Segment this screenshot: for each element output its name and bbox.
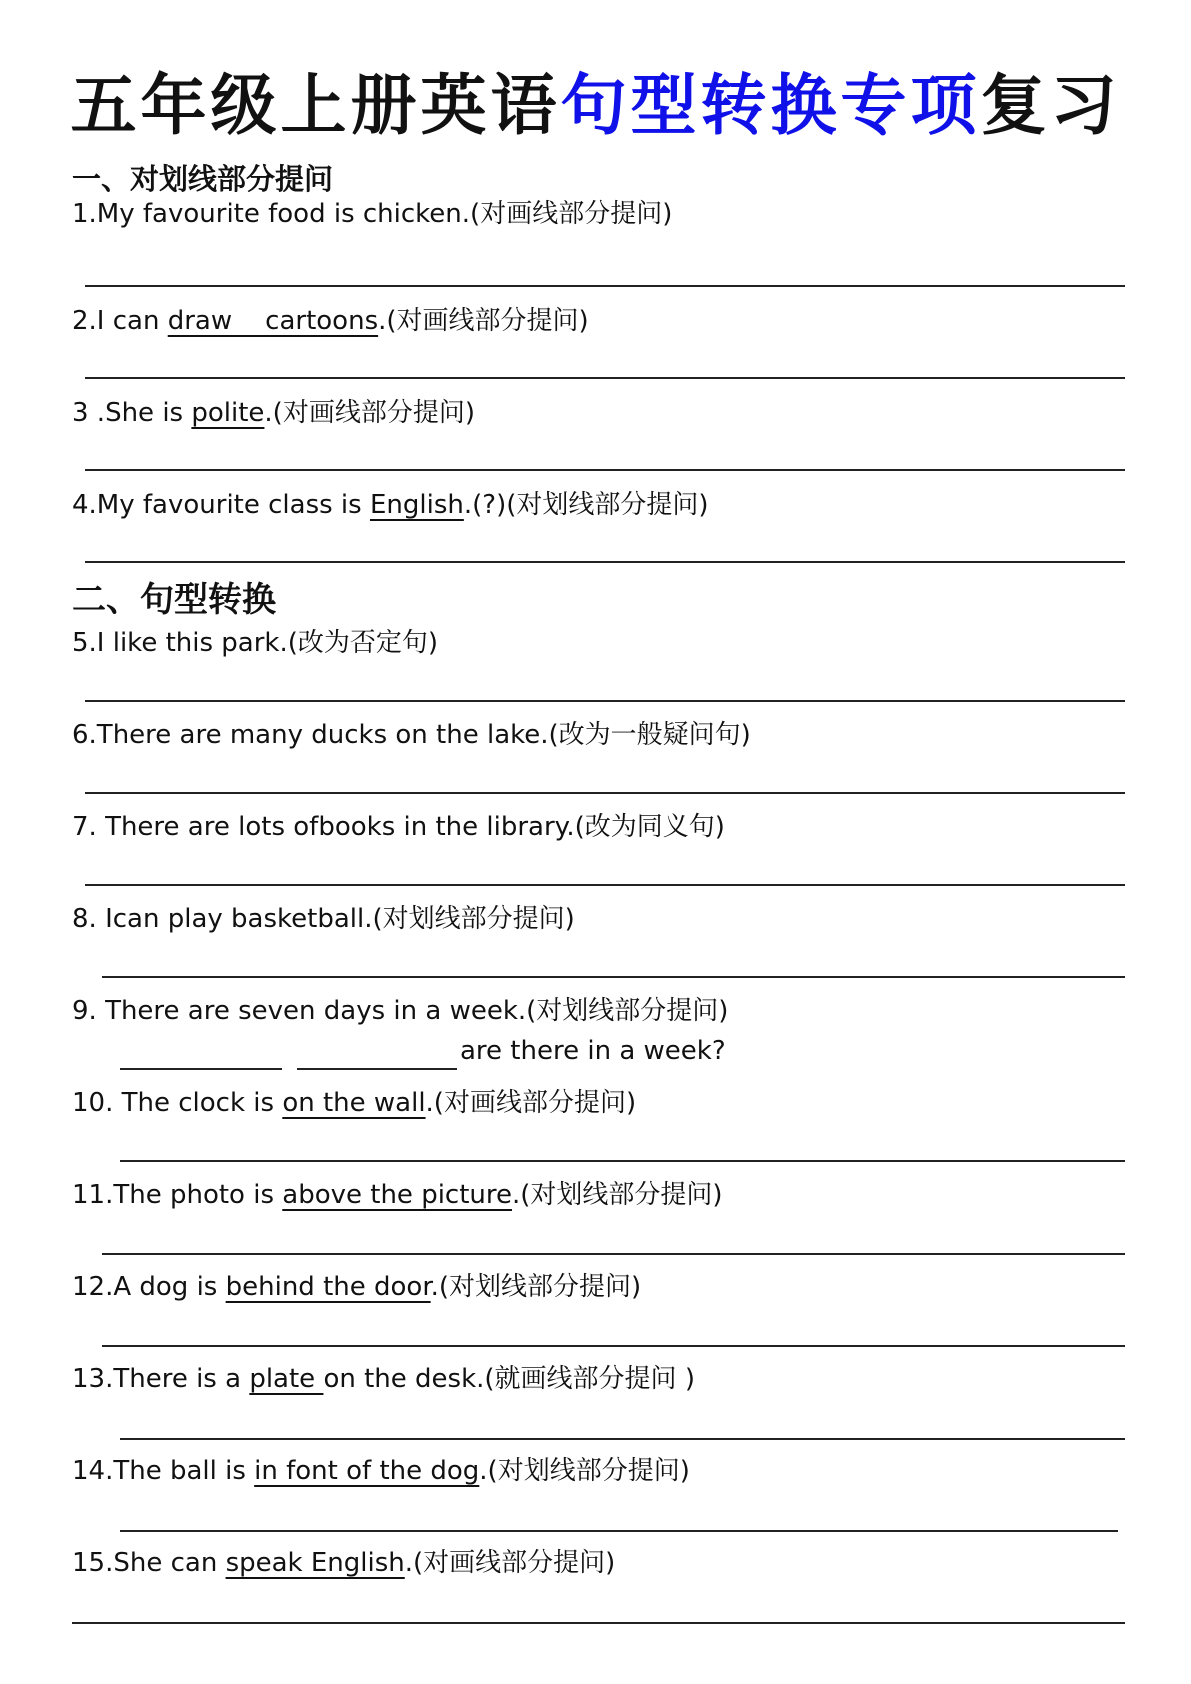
question-4 (72, 484, 709, 521)
question-12-suffix: .(对划线部分提问) (430, 1272, 642, 1302)
title-part-2-highlight: 句型转换专项 (560, 67, 981, 144)
answer-line-12[interactable] (102, 1345, 1125, 1347)
question-9-text: 9. There are seven days in a week.(对划线部分提问) (72, 996, 729, 1026)
answer-line-4[interactable] (85, 561, 1125, 563)
section-heading-1: 一、对划线部分提问 (72, 162, 334, 196)
answer-line-13[interactable] (120, 1438, 1125, 1440)
question-10-text: 10. The clock is (72, 1088, 283, 1118)
title-part-3: 复习 (980, 67, 1121, 144)
answer-line-1[interactable] (85, 285, 1125, 287)
fill-blank-9a[interactable] (120, 1068, 282, 1070)
section-heading-2: 二、句型转换 (72, 580, 276, 620)
question-12 (72, 1266, 641, 1303)
question-3-text: 3 .She is (72, 398, 192, 428)
answer-line-8[interactable] (102, 976, 1125, 978)
question-5 (72, 622, 438, 659)
question-13-suffix: on the desk.(就画线部分提问 ) (323, 1364, 695, 1394)
question-11-suffix: .(对划线部分提问) (512, 1180, 723, 1210)
answer-line-6[interactable] (85, 792, 1125, 794)
question-1 (72, 193, 672, 230)
question-14-text: 14.The ball is (72, 1456, 255, 1486)
question-13-underlined: plate (249, 1364, 324, 1394)
answer-line-7[interactable] (85, 884, 1125, 886)
question-10 (72, 1082, 636, 1119)
question-10-suffix: .(对画线部分提问) (425, 1088, 637, 1118)
question-6 (72, 714, 751, 751)
question-1-text: 1.My favourite food is chicken.(对画线部分提问) (72, 199, 673, 229)
question-2-underlined: draw cartoons (167, 306, 379, 336)
question-8 (72, 898, 575, 935)
question-7 (72, 806, 725, 843)
question-11-text: 11.The photo is (72, 1180, 283, 1210)
answer-line-11[interactable] (102, 1253, 1125, 1255)
question-11-underlined: above the picture (282, 1180, 512, 1210)
question-8-text: 8. Ican play basketball.(对划线部分提问) (72, 904, 575, 934)
answer-line-15[interactable] (72, 1622, 1125, 1624)
answer-line-10[interactable] (120, 1160, 1125, 1162)
question-13-text: 13.There is a (72, 1364, 250, 1394)
question-4-suffix: .(?)(对划线部分提问) (463, 490, 709, 520)
question-2-text: 2.I can (72, 306, 168, 336)
question-7-text: 7. There are lots ofbooks in the library.(改为同义句) (72, 812, 725, 842)
question-11 (72, 1174, 723, 1211)
question-10-underlined: on the wall (282, 1088, 426, 1118)
question-3 (72, 392, 475, 429)
question-12-underlined: behind the door (225, 1272, 431, 1302)
question-9-fill-suffix: are there in a week? (460, 1036, 726, 1066)
question-14-underlined: in font of the dog (254, 1456, 480, 1486)
question-15 (72, 1542, 615, 1579)
question-14-suffix: .(对划线部分提问) (479, 1456, 690, 1486)
question-13 (72, 1358, 695, 1395)
question-9 (72, 990, 728, 1027)
question-4-underlined: English (369, 490, 464, 520)
title-part-1: 五年级上册英语 (70, 67, 561, 144)
question-12-text: 12.A dog is (72, 1272, 226, 1302)
question-15-text: 15.She can (72, 1548, 226, 1578)
question-6-text: 6.There are many ducks on the lake.(改为一般疑问句) (72, 720, 751, 750)
question-15-suffix: .(对画线部分提问) (404, 1548, 616, 1578)
answer-line-5[interactable] (85, 700, 1125, 702)
fill-blank-9b[interactable] (297, 1068, 457, 1070)
question-3-suffix: .(对画线部分提问) (264, 398, 475, 428)
question-2 (72, 300, 589, 337)
question-15-underlined: speak English (225, 1548, 405, 1578)
question-4-text: 4.My favourite class is (72, 490, 370, 520)
question-14 (72, 1450, 690, 1487)
question-3-underlined: polite (191, 398, 265, 428)
page-title (0, 52, 1191, 147)
answer-line-2[interactable] (85, 377, 1125, 379)
answer-line-3[interactable] (85, 469, 1125, 471)
question-5-text: 5.I like this park.(改为否定句) (72, 628, 439, 658)
question-2-suffix: .(对画线部分提问) (378, 306, 589, 336)
answer-line-14[interactable] (120, 1530, 1118, 1532)
